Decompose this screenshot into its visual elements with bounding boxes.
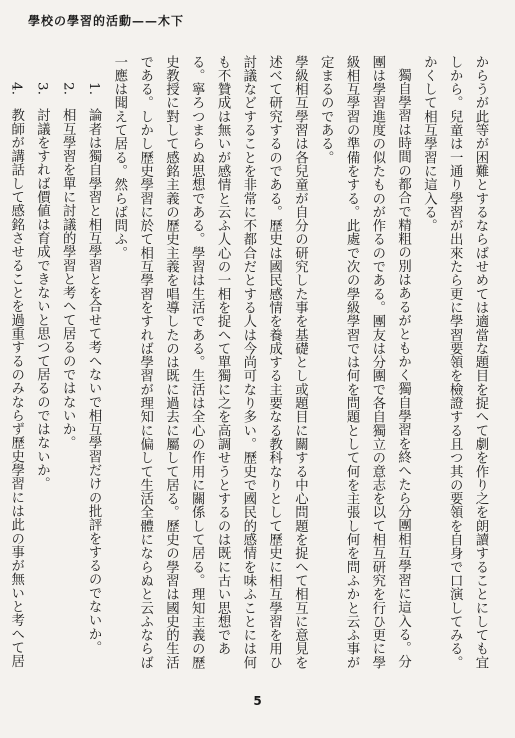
page-number: 5 (253, 694, 262, 708)
question-text: 討議をすれば價値は育成できないと思つて居るのではないか。 (34, 108, 50, 491)
question-text: 論者は獨自學習と相互學習とを合せて考へないで相互學習だけの批評をするのでないか。 (86, 108, 102, 655)
question-item (80, 55, 106, 670)
question-number: 4. (8, 81, 24, 96)
running-head: 學校の學習的活動——木下 (28, 14, 185, 28)
question-number: 3. (34, 81, 50, 96)
question-number: 1. (86, 81, 102, 96)
question-text: 相互學習を單に討議的學習と考へて居るのではないか。 (60, 108, 76, 450)
question-item (0, 55, 29, 670)
question-text: 教師が講話して感銘させることを過重するのみならず歷史學習には此の事が無いと考へて居 (8, 108, 24, 669)
paragraph: 學級相互學習は各兒童が自分の研究した事を基礎とし或題目に關する中心問題を捉へて相互に意見を述べて研究するのである。歷史は國民感情を養成する主要なる教科なりとして歷史に相互學習を用ひ討議などすることを非常に不都合だとする人は今尚可なり多い。歷史で國民的感情を味ふことには何も不贊成は無いが感情と云ふ人心の一相を捉へて單獨に之を高調せうとするのは既に古い思想である。寧ろつまらぬ思想である。學習は生活である。生活は全心の作用に關係して居る。理知主義の歷史教授に對して感銘主義の歷史主義を唱導したのは既に過去に屬して居る。歷史の學習は國史的生活である。しかし歷史學習に於て相互學習をすれば學習が理知に偏して生活全體にならぬと云ふならば一應は聞えて居る。然らば問ふ。 (111, 55, 308, 670)
question-number: 2. (60, 81, 76, 96)
paragraph: 獨自學習は時間の都合で精粗の別はあるがともかく獨自學習を終へたら分團相互學習に這入る。分團は學習進度の似たものが作るのである。團友は分團で各自獨立の意志を以て相互研究を行ひ更に學級相互學習の準備をする。此處で次の學級學習では何を問題として何を主張し何を問ふかと云ふ事が定まるのである。 (318, 55, 411, 670)
paragraph: からうが此等が困難とするならばせめては適當な題目を捉へて劇を作り之を朗讀することにしても宜しから。兒童は一通り學習が出來たら更に學習要領を檢證する且つ其の要領を自身で口演してみる。かくして相互學習に這入る。 (421, 55, 488, 670)
body-text (8, 55, 493, 670)
question-item (54, 55, 80, 670)
question-item (29, 55, 55, 670)
